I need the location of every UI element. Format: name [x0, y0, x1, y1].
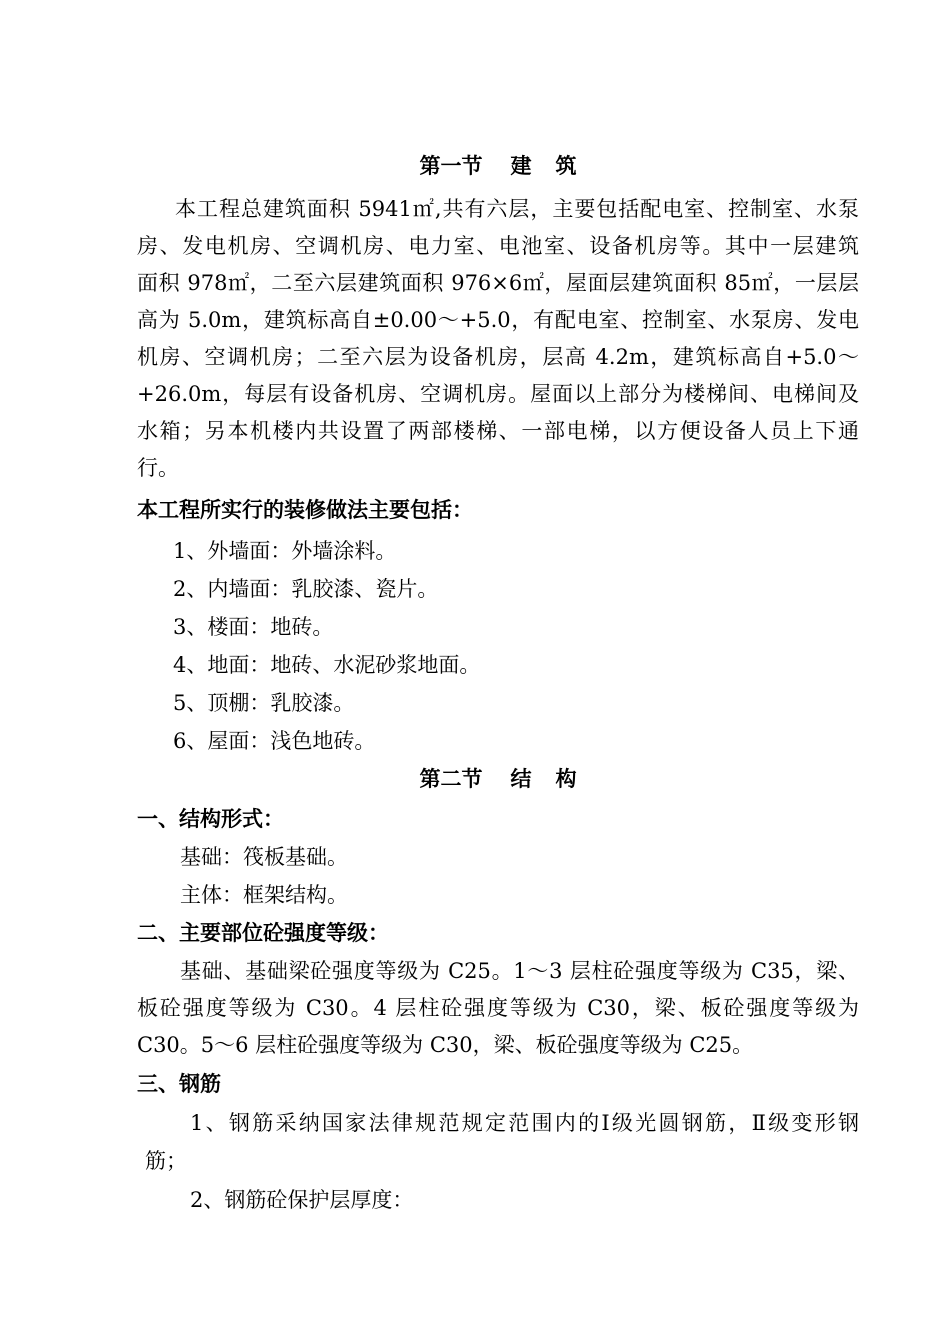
section1-paragraph-line-1: 本工程总建筑面积 5941㎡,共有六层，主要包括配电室、控制室、水泵 [175, 197, 859, 221]
section2-title-word1: 结 [510, 766, 532, 791]
section1-paragraph-line-4: 高为 5.0m，建筑标高自±0.00～+5.0，有配电室、控制室、水泵房、发电 [137, 308, 859, 332]
rebar-item-1-line-1: 1、钢筋采纳国家法律规范规定范围内的Ⅰ级光圆钢筋，Ⅱ级变形钢 [190, 1111, 859, 1135]
section1-title-word2: 筑 [555, 153, 577, 178]
section2-title [137, 765, 859, 793]
decoration-item-3: 3、楼面：地砖。 [173, 615, 334, 639]
decoration-item-4: 4、地面：地砖、水泥砂浆地面。 [173, 653, 481, 677]
concrete-strength-line-2: 板砼强度等级为 C30。4 层柱砼强度等级为 C30，梁、板砼强度等级为 [137, 996, 859, 1020]
decoration-item-5: 5、顶棚：乳胶漆。 [173, 691, 355, 715]
section2-title-prefix: 第二节 [419, 766, 483, 791]
section2-title-word2: 构 [555, 766, 577, 791]
concrete-strength-line-3: C30。5～6 层柱砼强度等级为 C30，梁、板砼强度等级为 C25。 [137, 1033, 754, 1057]
structure-form-heading: 一、结构形式： [137, 806, 284, 831]
decoration-item-6: 6、屋面：浅色地砖。 [173, 729, 376, 753]
section1-paragraph-line-8: 行。 [137, 456, 179, 480]
structure-form-item-2: 主体：框架结构。 [180, 883, 348, 907]
decoration-heading: 本工程所实行的装修做法主要包括： [137, 497, 473, 522]
structure-form-item-1: 基础：筏板基础。 [180, 845, 348, 869]
section1-title-prefix: 第一节 [419, 153, 483, 178]
concrete-strength-line-1: 基础、基础梁砼强度等级为 C25。1～3 层柱砼强度等级为 C35，梁、 [180, 959, 859, 983]
section1-paragraph-line-7: 水箱；另本机楼内共设置了两部楼梯、一部电梯，以方便设备人员上下通 [137, 419, 859, 443]
section1-paragraph-line-2: 房、发电机房、空调机房、电力室、电池室、设备机房等。其中一层建筑 [137, 234, 859, 258]
rebar-heading: 三、钢筋 [137, 1071, 221, 1096]
section1-paragraph-line-6: +26.0m，每层有设备机房、空调机房。屋面以上部分为楼梯间、电梯间及 [137, 382, 859, 406]
decoration-item-2: 2、内墙面：乳胶漆、瓷片。 [173, 577, 439, 601]
section1-title [137, 152, 859, 180]
rebar-item-2: 2、钢筋砼保护层厚度： [190, 1188, 414, 1212]
section1-paragraph-line-5: 机房、空调机房；二至六层为设备机房，层高 4.2m，建筑标高自+5.0～ [137, 345, 859, 369]
rebar-item-1-line-2: 筋； [145, 1149, 187, 1173]
decoration-item-1: 1、外墙面：外墙涂料。 [173, 539, 397, 563]
section1-paragraph-line-3: 面积 978㎡，二至六层建筑面积 976×6㎡，屋面层建筑面积 85㎡，一层层 [137, 271, 859, 295]
concrete-strength-heading: 二、主要部位砼强度等级： [137, 920, 389, 945]
section1-title-word1: 建 [510, 153, 532, 178]
